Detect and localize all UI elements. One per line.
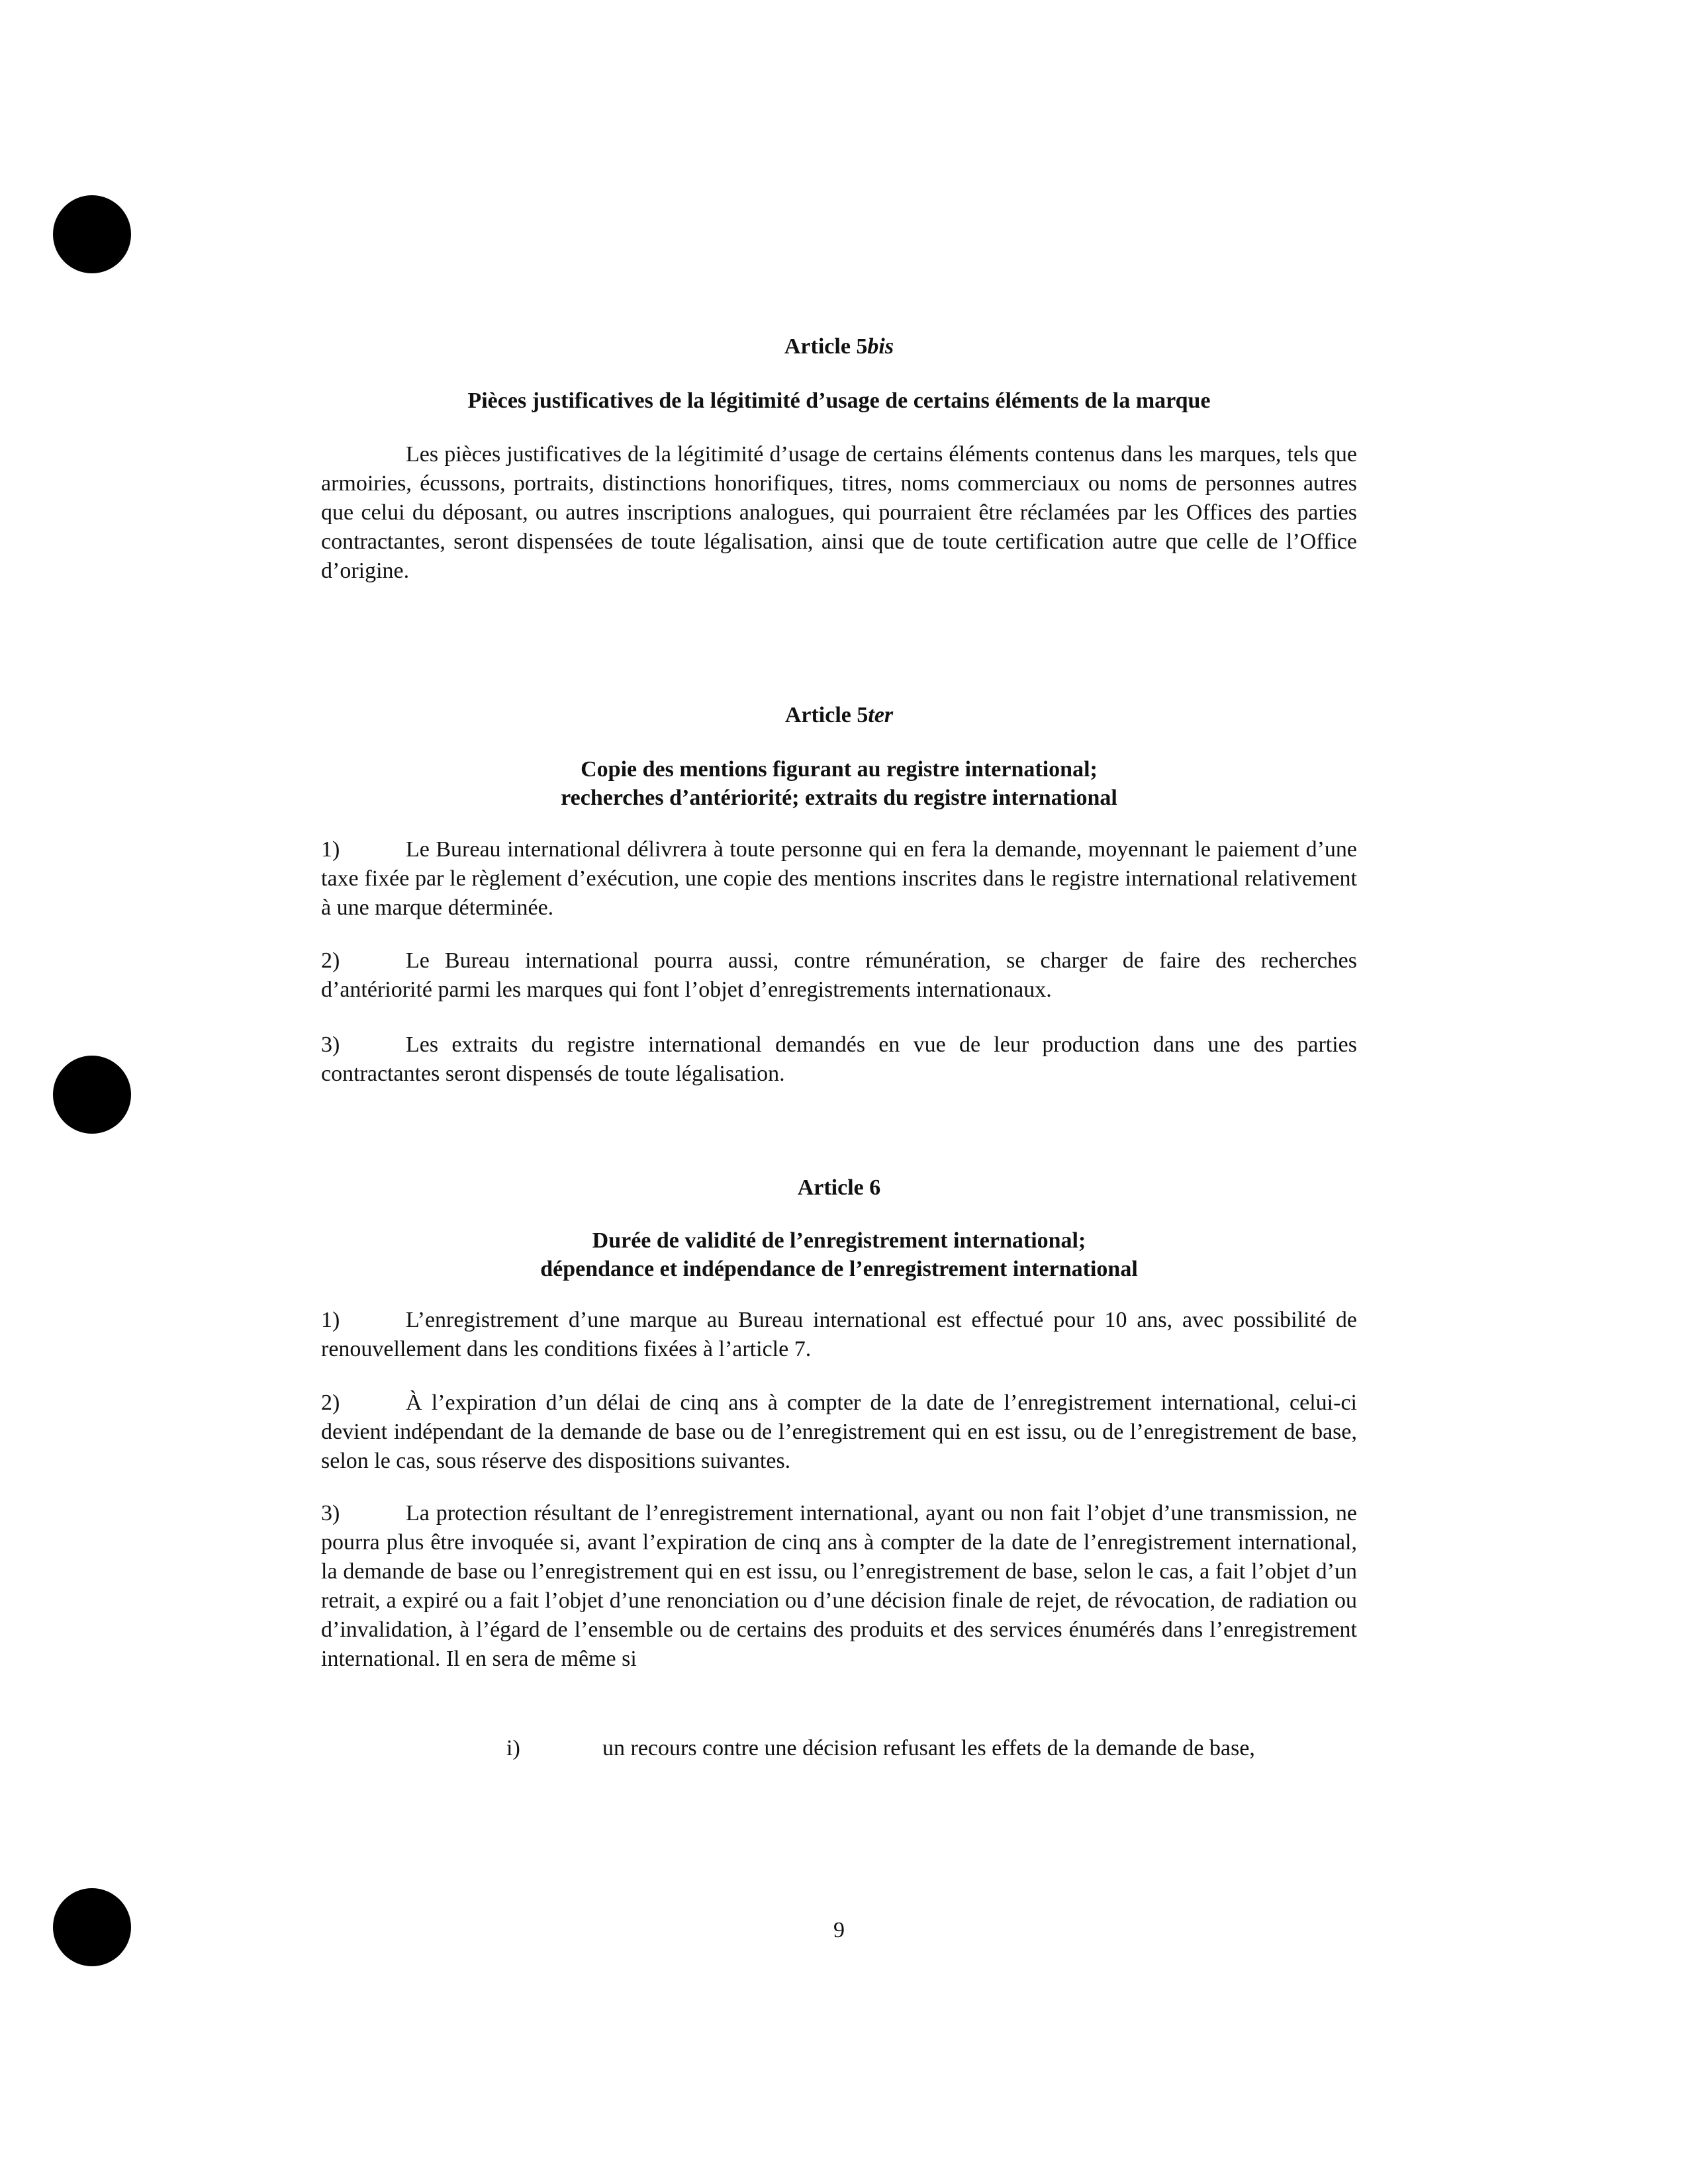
paragraph-number: 3) (321, 1501, 340, 1525)
paragraph-text: À l’expiration d’un délai de cinq ans à compter de la date de l’enregistrement international, celui-ci devient indépendant de la demande de base ou de l’enregistrement qui en est issu, ou de l’enregistrement de base, selon le cas, sous réserve des dispositions suivantes. (321, 1390, 1357, 1473)
article-5ter-title (321, 701, 1357, 730)
article-5bis-body: Les pièces justificatives de la légitimité d’usage de certains éléments contenus dans les marques, tels que armoiries, écussons, portraits, distinctions honorifiques, titres, noms commerciaux ou noms de personnes autres que celui du déposant, ou autres inscriptions analogues, qui pourraient être réclamées par les Offices des parties contractantes, seront dispensées de toute légalisation, ainsi que de toute certification autre que celle de l’Office d’origine. (321, 442, 1357, 583)
paragraph-number: 2) (321, 1390, 340, 1415)
article-5ter-title-prefix: Article 5 (784, 703, 868, 727)
article-5bis-title-prefix: Article 5 (784, 334, 868, 359)
article-5ter-paragraph-1 (321, 835, 1357, 923)
article-6-paragraph-2 (321, 1388, 1357, 1476)
article-6-item-i (506, 1734, 1357, 1763)
article-6-heading-line-2: dépendance et indépendance de l’enregistrement international (540, 1257, 1138, 1281)
paragraph-text: Le Bureau international délivrera à toute personne qui en fera la demande, moyennant le paiement d’une taxe fixée par le règlement d’exécution, une copie des mentions inscrites dans le registre international relativement à une marque déterminée. (321, 837, 1357, 920)
article-5ter-heading-line-1: Copie des mentions figurant au registre international; (581, 757, 1098, 782)
page-number: 9 (833, 1918, 845, 1942)
article-6-title: Article 6 (797, 1175, 881, 1200)
punch-hole-top (53, 195, 131, 273)
punch-hole-bottom (53, 1888, 131, 1966)
paragraph-number: 3) (321, 1032, 340, 1057)
punch-hole-middle (53, 1056, 131, 1134)
article-5ter-heading (321, 755, 1357, 812)
item-number: i) (506, 1736, 520, 1760)
paragraph-number: 1) (321, 837, 340, 862)
article-5ter-paragraph-2 (321, 946, 1357, 1005)
paragraph-text: Les extraits du registre international demandés en vue de leur production dans une des parties contractantes seront dispensés de toute légalisation. (321, 1032, 1357, 1086)
article-5ter-title-suffix: ter (868, 703, 894, 727)
article-5bis-title (321, 332, 1357, 361)
paragraph-text: L’enregistrement d’une marque au Bureau international est effectué pour 10 ans, avec possibilité de renouvellement dans les conditions fixées à l’article 7. (321, 1308, 1357, 1361)
paragraph-number: 1) (321, 1308, 340, 1332)
article-6-paragraph-1 (321, 1306, 1357, 1364)
article-5bis-heading: Pièces justificatives de la légitimité d’usage de certains éléments de la marque (467, 388, 1211, 413)
article-6-heading (321, 1226, 1357, 1283)
article-5ter-paragraph-3 (321, 1030, 1357, 1089)
paragraph-number: 2) (321, 948, 340, 973)
paragraph-text: Le Bureau international pourra aussi, contre rémunération, se charger de faire des recherches d’antériorité parmi les marques qui font l’objet d’enregistrements internationaux. (321, 948, 1357, 1002)
article-6-paragraph-3 (321, 1499, 1357, 1674)
article-5ter-heading-line-2: recherches d’antériorité; extraits du registre international (561, 786, 1117, 810)
item-text: un recours contre une décision refusant les effets de la demande de base, (602, 1736, 1255, 1760)
article-6-heading-line-1: Durée de validité de l’enregistrement international; (592, 1228, 1086, 1253)
paragraph-text: La protection résultant de l’enregistrement international, ayant ou non fait l’objet d’une transmission, ne pourra plus être invoquée si, avant l’expiration de cinq ans à compter de la date de l’enregistrement international, la demande de base ou l’enregistrement qui en est issu, ou l’enregistrement de base, selon le cas, a fait l’objet d’un retrait, a expiré ou a fait l’objet d’une renonciation ou d’une décision finale de rejet, de révocation, de radiation ou d’invalidation, à l’égard de l’ensemble ou de certains des produits et des services énumérés dans l’enregistrement international. Il en sera de même si (321, 1501, 1357, 1671)
article-5bis-title-suffix: bis (867, 334, 894, 359)
